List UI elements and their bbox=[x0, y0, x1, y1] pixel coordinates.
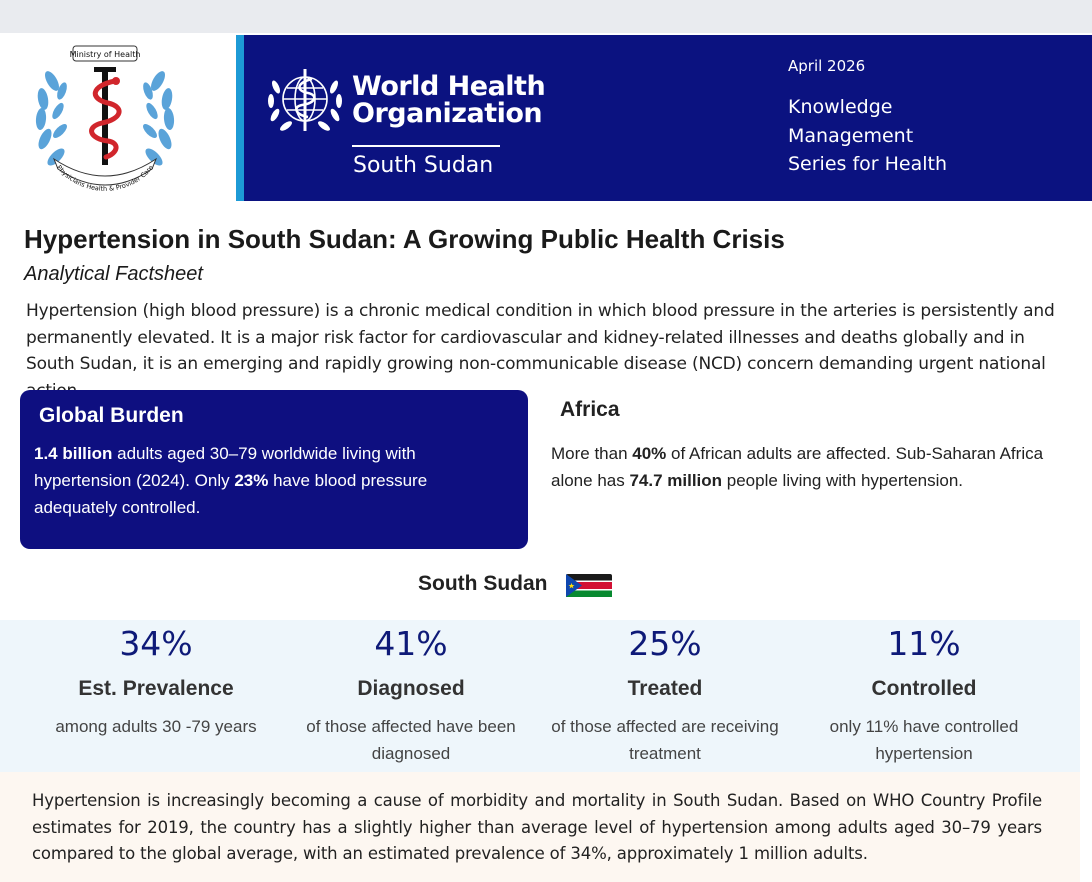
series-title bbox=[788, 93, 947, 179]
ministry-of-health-logo bbox=[30, 41, 180, 191]
global-burden-title: Global Burden bbox=[39, 404, 184, 427]
stat-value: 25% bbox=[628, 624, 702, 663]
series-line-3: Series for Health bbox=[788, 153, 948, 175]
banner-accent-bar bbox=[236, 35, 244, 201]
global-burden-text bbox=[34, 440, 504, 521]
intro-paragraph: Hypertension (high blood pressure) is a chronic medical condition in which blood pressure in the arteries is persistently and permanently elevated. It is a major risk factor for cardiovascular and kidney-related illnesses and deaths globally and in South Sudan, it is an emerging and rapidly growing non-communicable disease (NCD) concern demanding urgent national bbox=[26, 301, 1055, 374]
issue-date: April 2026 bbox=[788, 57, 866, 75]
stat-description: of those affected have been diagnosed bbox=[306, 717, 516, 763]
summary-band bbox=[0, 772, 1080, 882]
summary-paragraph: Hypertension is increasingly becoming a cause of morbidity and mortality in South Sudan. Based on WHO Country Profile estimates for 2019, the country has a slightly higher than average level of hypertension among adults aged 30–79 years compared to the global average, with an estimated prevalence of 34%, approximately 1 million adults. bbox=[32, 791, 1042, 863]
series-line-2: Management bbox=[788, 124, 914, 147]
africa-stat-people: 74.7 million bbox=[629, 471, 723, 490]
stat-value: 11% bbox=[887, 624, 961, 663]
series-line-1: Knowledge bbox=[788, 96, 893, 118]
who-emblem-icon bbox=[262, 63, 348, 139]
stat-label: Est. Prevalence bbox=[78, 677, 234, 700]
south-sudan-flag-icon bbox=[566, 574, 612, 597]
global-text-part-2: have blood pressure adequately controlled. bbox=[34, 471, 428, 517]
who-name bbox=[352, 73, 545, 127]
stat-controlled bbox=[794, 620, 1054, 767]
global-burden-card bbox=[20, 390, 528, 549]
stat-treated bbox=[535, 620, 795, 767]
stat-description: among adults 30 -79 years bbox=[55, 717, 257, 736]
stat-diagnosed bbox=[281, 620, 541, 767]
who-divider bbox=[352, 145, 500, 147]
top-strip bbox=[0, 0, 1092, 33]
stat-label: Diagnosed bbox=[357, 677, 465, 700]
page-subtitle: Analytical Factsheet bbox=[24, 263, 203, 285]
stat-label: Treated bbox=[627, 677, 703, 700]
header bbox=[0, 33, 1092, 201]
global-stat-controlled: 23% bbox=[234, 471, 269, 490]
stat-prevalence bbox=[26, 620, 286, 740]
global-text-part-1: adults aged 30–79 worldwide living with hypertension (2024). Only bbox=[34, 444, 416, 490]
south-sudan-heading: South Sudan bbox=[418, 572, 548, 595]
africa-text-part-1: More than bbox=[551, 444, 633, 463]
who-country: South Sudan bbox=[353, 153, 494, 178]
africa-text-part-3: people living with hypertension. bbox=[722, 471, 964, 490]
svg-text:Physicians Health & Provider C: Physicians Health & Provider Care bbox=[55, 163, 155, 191]
stat-value: 41% bbox=[374, 624, 448, 663]
africa-text-part-2: of African adults are affected. Sub-Saharan Africa alone has bbox=[551, 444, 1044, 490]
stat-description: of those affected are receiving treatment bbox=[551, 717, 779, 763]
africa-text bbox=[551, 440, 1051, 494]
page-title: Hypertension in South Sudan: A Growing Public Health Crisis bbox=[24, 224, 785, 254]
global-stat-adults: 1.4 billion bbox=[34, 444, 113, 463]
africa-title: Africa bbox=[560, 398, 620, 421]
stat-label: Controlled bbox=[871, 677, 977, 700]
stat-value: 34% bbox=[119, 624, 193, 663]
who-name-line-2: Organization bbox=[352, 98, 543, 129]
svg-text:Ministry of Health: Ministry of Health bbox=[69, 50, 141, 59]
south-sudan-stats bbox=[0, 620, 1080, 772]
who-name-line-1: World Health bbox=[352, 71, 546, 102]
africa-stat-percent: 40% bbox=[632, 444, 667, 463]
stat-description: only 11% have controlled hypertension bbox=[829, 717, 1019, 763]
